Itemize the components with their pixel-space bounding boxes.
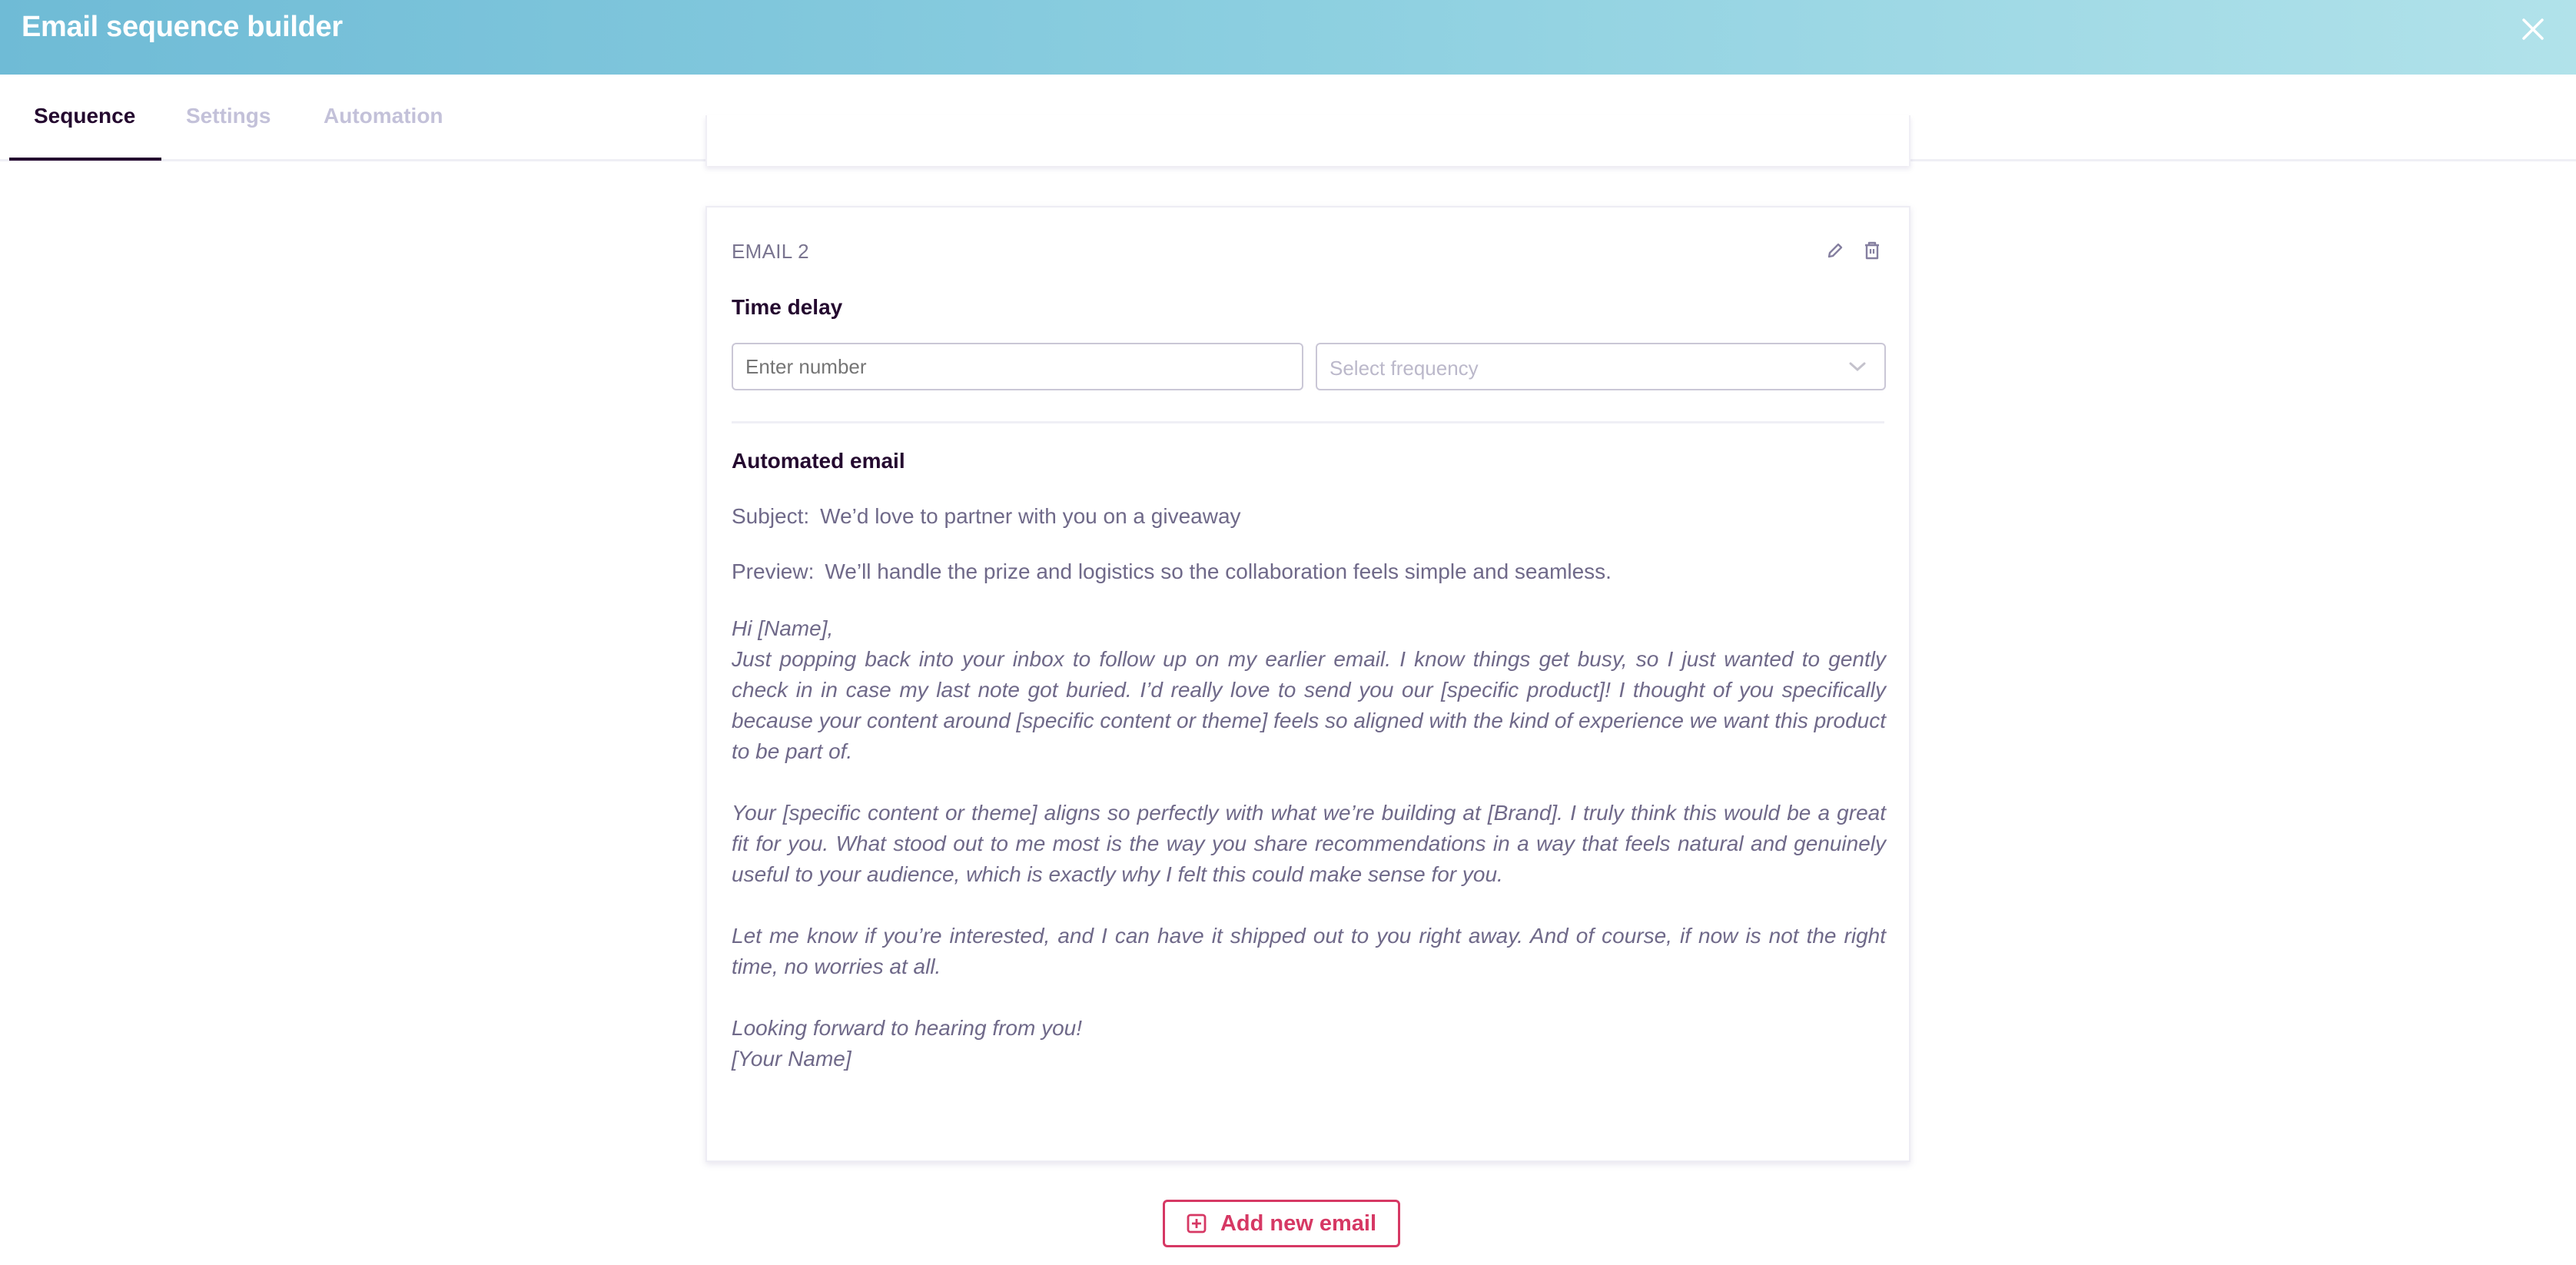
email-greeting: Hi [Name], bbox=[732, 616, 834, 640]
add-new-email-label: Add new email bbox=[1220, 1210, 1377, 1236]
email-signature: [Your Name] bbox=[732, 1047, 851, 1071]
time-delay-title: Time delay bbox=[732, 295, 843, 319]
chevron-down-icon bbox=[1847, 358, 1867, 375]
frequency-select[interactable] bbox=[1316, 343, 1886, 390]
email-paragraph-2: Your [specific content or theme] aligns so perfectly with what we’re building at [Brand]. I truly think this would be a great fit for you. What stood out to me most is the way you share recommendations in a way that feels natural and genuinely useful to your audience, which is exactly why I felt this could make sense for you. bbox=[732, 801, 1886, 886]
tab-automation[interactable]: Automation bbox=[324, 104, 443, 128]
email-body bbox=[732, 613, 1886, 1074]
email-label: EMAIL 2 bbox=[732, 240, 809, 263]
email-paragraph-1: Just popping back into your inbox to follow up on my earlier email. I know things get busy, so I just wanted to gently check in in case my last note got buried. I’d really love to send you our [specific product]! I thought of you specifically because your content around [specific content or theme] feels so aligned with the kind of experience we want this product to be part of. bbox=[732, 647, 1886, 763]
delay-number-input[interactable] bbox=[732, 343, 1303, 390]
close-icon bbox=[2518, 14, 2548, 45]
section-divider bbox=[732, 421, 1884, 423]
trash-icon bbox=[1860, 238, 1884, 263]
tab-sequence[interactable]: Sequence bbox=[34, 104, 136, 128]
previous-email-card bbox=[705, 115, 1910, 166]
delete-email-button[interactable] bbox=[1860, 238, 1884, 263]
page-title: Email sequence builder bbox=[22, 11, 343, 43]
preview-line bbox=[732, 559, 1612, 584]
tab-settings[interactable]: Settings bbox=[186, 104, 271, 128]
app-header bbox=[0, 0, 2576, 75]
subject-line bbox=[732, 504, 1241, 529]
subject-label: Subject: bbox=[732, 504, 810, 528]
preview-label: Preview: bbox=[732, 559, 815, 583]
edit-email-button[interactable] bbox=[1823, 238, 1847, 263]
email-paragraph-3: Let me know if you’re interested, and I can have it shipped out to you right away. And of course, if now is not the right time, no worries at all. bbox=[732, 924, 1886, 978]
pencil-icon bbox=[1823, 238, 1847, 263]
plus-square-icon bbox=[1187, 1214, 1207, 1233]
active-tab-indicator bbox=[9, 158, 161, 161]
email-card bbox=[705, 206, 1910, 1162]
subject-value: We’d love to partner with you on a giveaway bbox=[820, 504, 1241, 528]
email-signoff: Looking forward to hearing from you! bbox=[732, 1016, 1083, 1040]
close-button[interactable] bbox=[2518, 14, 2548, 45]
add-new-email-button[interactable] bbox=[1163, 1200, 1400, 1247]
automated-email-title: Automated email bbox=[732, 449, 905, 473]
frequency-select-placeholder: Select frequency bbox=[1329, 357, 1479, 380]
preview-value: We’ll handle the prize and logistics so the collaboration feels simple and seamless. bbox=[825, 559, 1612, 583]
